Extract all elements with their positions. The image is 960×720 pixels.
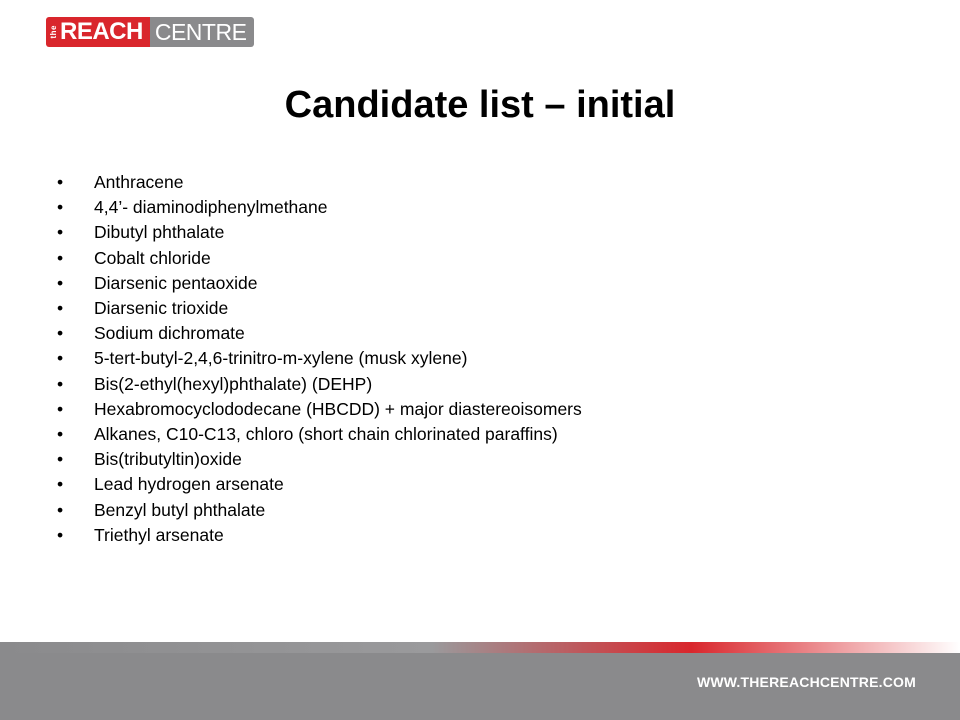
list-item — [57, 447, 582, 472]
logo-gray-block — [150, 17, 255, 47]
bullet-icon: • — [57, 172, 64, 192]
list-item-text: Alkanes, C10-C13, chloro (short chain chlorinated paraffins) — [94, 424, 558, 445]
bullet-icon: • — [57, 222, 64, 243]
bullet-icon: • — [57, 524, 64, 545]
bullet-list — [57, 170, 582, 548]
list-item-text: 4,4’- diaminodiphenylmethane — [94, 197, 328, 218]
bullet-icon: • — [57, 398, 64, 419]
list-item — [57, 296, 582, 321]
list-item — [57, 422, 582, 447]
bullet-icon: • — [57, 197, 64, 218]
list-item-text: Sodium dichromate — [94, 323, 245, 344]
list-item-text: Cobalt chloride — [94, 247, 211, 268]
slide-title: Candidate list – initial — [284, 84, 676, 126]
list-item-text: Dibutyl phthalate — [94, 222, 225, 243]
list-item — [57, 397, 582, 422]
list-item-text: Triethyl arsenate — [94, 524, 224, 545]
bullet-icon: • — [57, 474, 64, 495]
list-item — [57, 523, 582, 548]
footer-bar — [0, 653, 960, 720]
bullet-icon: • — [57, 298, 64, 319]
list-item-text: Diarsenic pentaoxide — [94, 272, 258, 293]
list-item — [57, 346, 582, 371]
list-item — [57, 372, 582, 397]
logo-prefix: the — [49, 25, 58, 39]
bullet-icon: • — [57, 499, 64, 520]
list-item-text: Anthracene — [94, 172, 184, 192]
bullet-icon: • — [57, 449, 64, 470]
list-item — [57, 220, 582, 245]
list-item — [57, 271, 582, 296]
footer-website-url: WWW.THEREACHCENTRE.COM — [696, 674, 916, 690]
logo-red-block — [46, 17, 150, 47]
list-item-text: Bis(2-ethyl(hexyl)phthalate) (DEHP) — [94, 373, 373, 394]
list-item — [57, 246, 582, 271]
list-item-text: 5-tert-butyl-2,4,6-trinitro-m-xylene (musk xylene) — [94, 348, 468, 369]
logo-brand-bold: REACH — [60, 18, 143, 45]
list-item-text: Hexabromocyclododecane (HBCDD) + major diastereoisomers — [94, 398, 582, 419]
logo-brand-light: CENTRE — [154, 19, 247, 45]
bullet-icon: • — [57, 272, 64, 293]
list-item-text: Benzyl butyl phthalate — [94, 499, 266, 520]
list-item — [57, 498, 582, 523]
bullet-icon: • — [57, 424, 64, 445]
bullet-icon: • — [57, 348, 64, 369]
bullet-icon: • — [57, 247, 64, 268]
list-item — [57, 321, 582, 346]
list-item — [57, 195, 582, 220]
brand-logo — [46, 17, 254, 47]
bullet-icon: • — [57, 373, 64, 394]
list-item — [57, 170, 582, 195]
list-item-text: Diarsenic trioxide — [94, 298, 229, 319]
list-item — [57, 472, 582, 497]
list-item-text: Bis(tributyltin)oxide — [94, 449, 242, 470]
list-item-text: Lead hydrogen arsenate — [94, 474, 284, 495]
bullet-icon: • — [57, 323, 64, 344]
footer-gradient-bar — [0, 642, 960, 653]
